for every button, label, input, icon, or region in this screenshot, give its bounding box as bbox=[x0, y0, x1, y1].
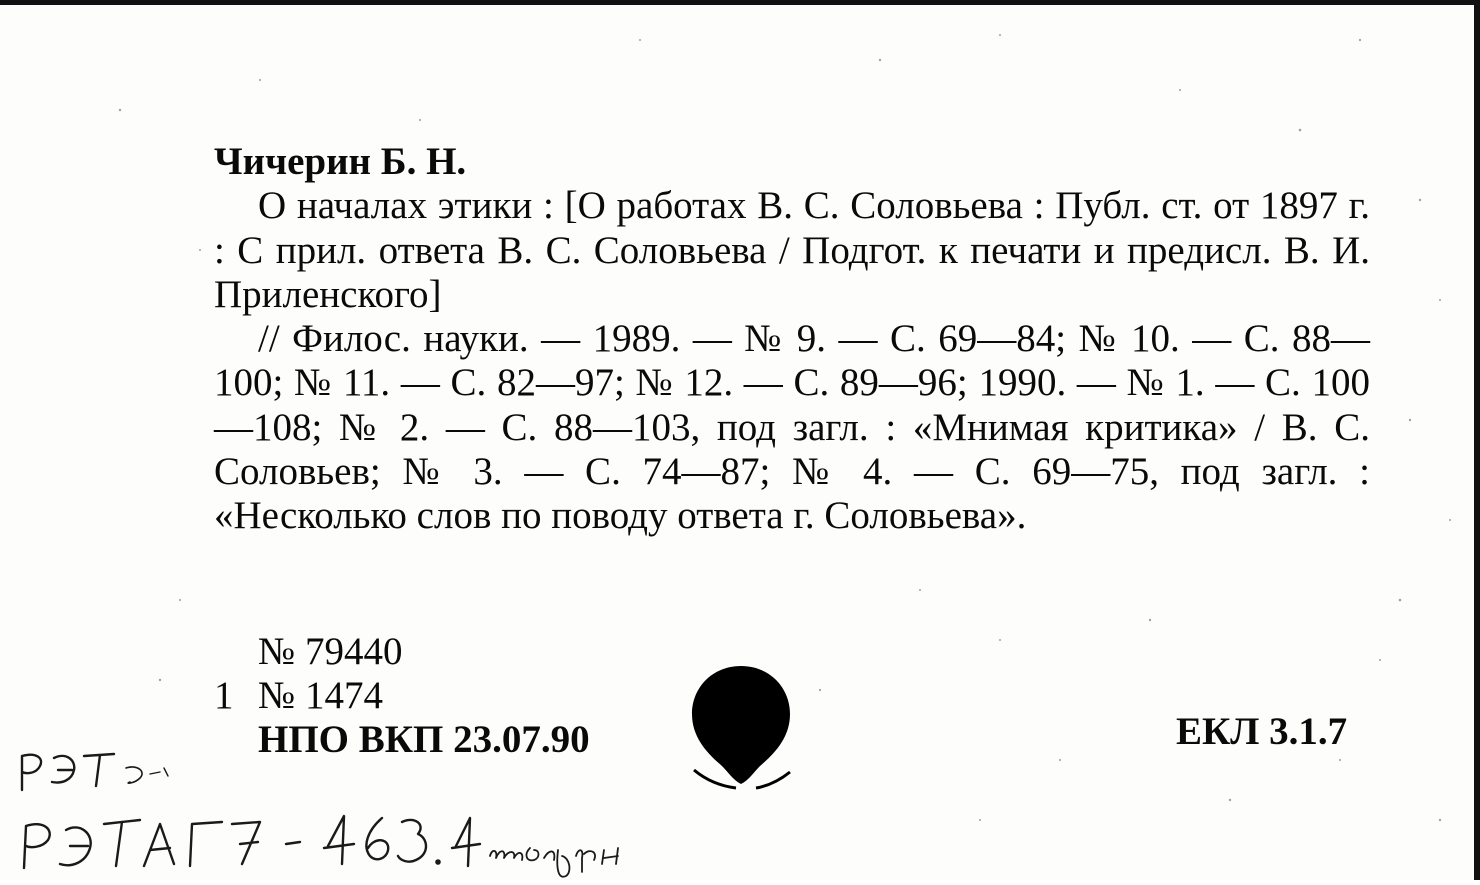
inventory-row bbox=[214, 630, 590, 674]
author-heading: Чичерин Б. Н. bbox=[214, 140, 467, 183]
source-stamp-text: НПО ВКП 23.07.90 bbox=[258, 718, 590, 761]
classification-code: ЕКЛ 3.1.7 bbox=[1176, 710, 1348, 753]
handwriting-drawing bbox=[10, 738, 670, 880]
copy-row bbox=[214, 674, 590, 718]
inventory-number: № 79440 bbox=[258, 630, 403, 673]
bibliographic-entry bbox=[214, 140, 1370, 539]
title-description: О началах этики : [О работах В. С. Соловьева : Публ. ст. от 1897 г. : С прил. ответа В. С. Соловьева / Подгот. к печати и предисл. В. И. Приленского] bbox=[214, 184, 1370, 316]
handwritten-shelfmark bbox=[10, 738, 670, 885]
copy-count: 1 bbox=[214, 674, 234, 717]
punch-hole bbox=[686, 662, 796, 792]
copy-number: № 1474 bbox=[258, 674, 383, 717]
source-details: // Филос. науки. — 1989. — № 9. — С. 69—84; № 10. — С. 88—100; № 11. — С. 82—97; № 12. — С. 89—96; 1990. — № 1. — С. 100—108; № 2. — С. 88—103, под загл. : «Мнимая критика» / В. С. Соловьев; № 3. — С. 74—87; № 4. — С. 69—75, под загл. : «Несколько слов по поводу ответа г. Соловьева». bbox=[214, 317, 1370, 538]
